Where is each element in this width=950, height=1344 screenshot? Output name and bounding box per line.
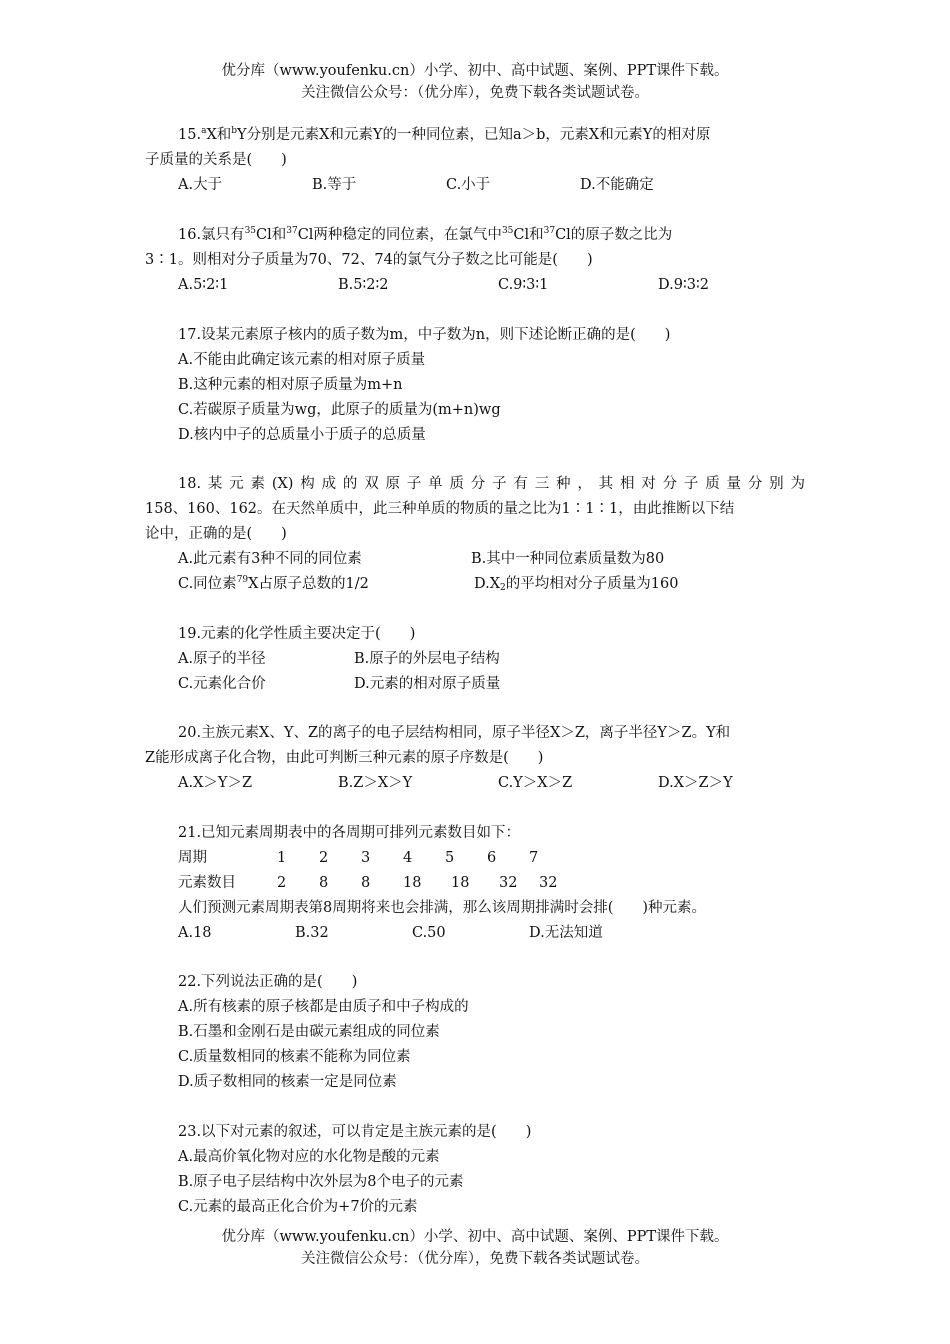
page-header <box>0 60 950 104</box>
question-21 <box>145 821 805 946</box>
q20-stem-line-2: Z能形成离子化合物，由此可判断三种元素的原子序数是( ) <box>145 750 544 766</box>
q18-option-b: B.其中一种同位素质量数为80 <box>471 551 665 567</box>
q20-option-b: B.Z＞X＞Y <box>338 775 413 791</box>
q18-option-a: A.此元素有3种不同的同位素 <box>178 551 362 567</box>
q22-stem: 22.下列说法正确的是( ) <box>178 974 358 990</box>
q20-options <box>145 771 805 796</box>
q20-option-c: C.Y＞X＞Z <box>498 775 573 791</box>
q21-period-cell: 7 <box>529 850 539 866</box>
q21-period-cell: 3 <box>361 850 371 866</box>
q15-option-a: A.大于 <box>178 177 223 193</box>
q19-option-d: D.元素的相对原子质量 <box>354 676 501 692</box>
q22-option-c: C.质量数相同的核素不能称为同位素 <box>178 1049 411 1065</box>
q22-option-d: D.质子数相同的核素一定是同位素 <box>178 1074 397 1090</box>
q18-option-d: $D.X_2$的平均相对分子质量为160 <box>474 576 679 593</box>
q15-option-d: D.不能确定 <box>580 177 654 193</box>
header-line-1: 优分库（www.youfenku.cn）小学、初中、高中试题、案例、PPT课件下载。 <box>221 63 729 79</box>
q19-option-a: A.原子的半径 <box>178 651 266 667</box>
question-16 <box>145 223 805 298</box>
q19-options-row-1 <box>145 647 805 672</box>
q21-period-label: 周期 <box>178 850 207 866</box>
q22-option-a: A.所有核素的原子核都是由质子和中子构成的 <box>178 999 469 1015</box>
q19-stem: 19.元素的化学性质主要决定于( ) <box>178 626 416 642</box>
q21-predict-line: 人们预测元素周期表第8周期将来也会排满，那么该周期排满时会排( )种元素。 <box>178 900 707 916</box>
q21-count-row <box>145 871 805 896</box>
q21-count-cell: 32 <box>499 875 518 891</box>
q21-period-row <box>145 846 805 871</box>
question-15 <box>145 123 805 198</box>
q22-option-b: B.石墨和金刚石是由碳元素组成的同位素 <box>178 1024 440 1040</box>
q23-stem: 23.以下对元素的叙述，可以肯定是主族元素的是( ) <box>178 1124 532 1140</box>
q19-options-row-2 <box>145 672 805 697</box>
q21-option-a: A.18 <box>178 925 212 941</box>
footer-line-1: 优分库（www.youfenku.cn）小学、初中、高中试题、案例、PPT课件下载。 <box>221 1229 729 1245</box>
q21-period-cell: 4 <box>403 850 413 866</box>
q23-option-b: B.原子电子层结构中次外层为8个电子的元素 <box>178 1174 464 1190</box>
q15-stem-line-1: 15.$^a$X和$^b$Y分别是元素X和元素Y的一种同位素，已知a＞b，元素X和元素Y的相对原 <box>178 126 711 143</box>
q21-period-cell: 1 <box>277 850 287 866</box>
q16-stem-line-1: 16.氯只有$^{35}$Cl和$^{37}$Cl两种稳定的同位素，在氯气中$^{35}$Cl和$^{37}$Cl的原子数之比为 <box>178 226 673 243</box>
q18-options-row-2 <box>145 572 805 597</box>
q18-options-row-1 <box>145 547 805 572</box>
q21-period-cell: 5 <box>445 850 455 866</box>
q21-count-cell: 8 <box>319 875 329 891</box>
q17-option-a: A.不能由此确定该元素的相对原子质量 <box>178 352 426 368</box>
q16-options <box>145 273 805 298</box>
q19-option-b: B.原子的外层电子结构 <box>354 651 500 667</box>
q21-option-d: D.无法知道 <box>529 925 603 941</box>
q18-stem-line-1: 18.某元素(X)构成的双原子单质分子有三种，其相对分子质量分别为 <box>178 476 805 492</box>
q21-count-cell: 18 <box>451 875 470 891</box>
q20-option-d: D.X＞Z＞Y <box>658 775 733 791</box>
page-footer <box>0 1226 950 1270</box>
q21-option-b: B.32 <box>295 925 329 941</box>
q21-option-c: C.50 <box>412 925 446 941</box>
q18-stem-line-2: 158、160、162。在天然单质中，此三种单质的物质的量之比为1∶1∶1，由此推断以下结 <box>145 501 735 517</box>
question-23 <box>145 1120 805 1220</box>
q21-count-cell: 18 <box>403 875 422 891</box>
q21-period-cell: 2 <box>319 850 329 866</box>
q21-count-label: 元素数目 <box>178 875 236 891</box>
question-22 <box>145 970 805 1095</box>
q21-count-cell: 2 <box>277 875 287 891</box>
q16-option-d: D.9∶3∶2 <box>658 277 709 293</box>
q16-stem-line-2: 3∶1。则相对分子质量为70、72、74的氯气分子数之比可能是( ) <box>145 252 593 268</box>
q17-option-b: B.这种元素的相对原子质量为m+n <box>178 377 403 393</box>
question-19 <box>145 622 805 697</box>
footer-line-2: 关注微信公众号：（优分库），免费下载各类试题试卷。 <box>301 1251 649 1267</box>
q15-option-b: B.等于 <box>312 177 357 193</box>
q21-count-cell: 32 <box>539 875 558 891</box>
q17-stem: 17.设某元素原子核内的质子数为m，中子数为n，则下述论断正确的是( ) <box>178 327 671 343</box>
q16-option-b: B.5∶2∶2 <box>338 277 389 293</box>
q16-option-c: C.9∶3∶1 <box>498 277 549 293</box>
q21-options <box>145 921 805 946</box>
q23-option-a: A.最高价氧化物对应的水化物是酸的元素 <box>178 1149 440 1165</box>
question-20 <box>145 721 805 796</box>
question-17 <box>145 323 805 448</box>
q18-option-c: C.同位素$^{79}$X占原子总数的1/2 <box>178 575 369 592</box>
q17-option-d: D.核内中子的总质量小于质子的总质量 <box>178 427 426 443</box>
q21-count-cell: 8 <box>361 875 371 891</box>
q23-option-c: C.元素的最高正化合价为+7价的元素 <box>178 1199 418 1215</box>
question-18 <box>145 472 805 597</box>
q18-stem-line-3: 论中，正确的是( ) <box>145 526 287 542</box>
q16-option-a: A.5∶2∶1 <box>178 277 229 293</box>
q21-period-cell: 6 <box>487 850 497 866</box>
q15-option-c: C.小于 <box>446 177 491 193</box>
q17-option-c: C.若碳原子质量为wg，此原子的质量为(m+n)wg <box>178 402 501 418</box>
q20-stem-line-1: 20.主族元素X、Y、Z的离子的电子层结构相同，原子半径X＞Z，离子半径Y＞Z。Y和 <box>178 725 731 741</box>
q21-stem: 21.已知元素周期表中的各周期可排列元素数目如下： <box>178 825 521 841</box>
q20-option-a: A.X＞Y＞Z <box>178 775 253 791</box>
header-line-2: 关注微信公众号：（优分库），免费下载各类试题试卷。 <box>301 85 649 101</box>
q15-stem-line-2: 子质量的关系是( ) <box>145 152 287 168</box>
q19-option-c: C.元素化合价 <box>178 676 266 692</box>
q15-options <box>145 173 805 198</box>
